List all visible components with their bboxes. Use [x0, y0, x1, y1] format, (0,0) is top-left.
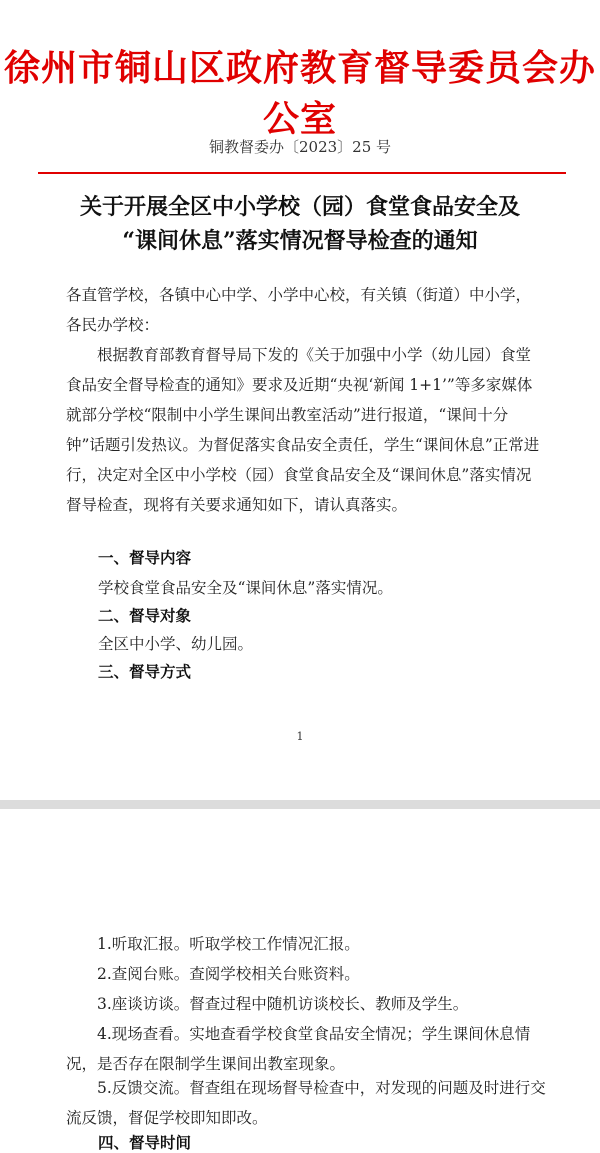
intro-paragraph: 根据教育部教育督导局下发的《关于加强中小学（幼儿园）食堂食品安全督导检查的通知》要求及近期“央视‘新闻 1+1’”等多家媒体就部分学校“限制中小学生课间出教室活动”进行报道，“课间十分钟”话题引发热议。为督促落实食品安全责任，学生“课间休息”正常进行，决定对全区中小学校（园）食堂食品安全及“课间休息”落实情况督导检查，现将有关要求通知如下，请认真落实。	[66, 346, 540, 514]
addressees: 各直管学校，各镇中心中学、小学中心校，有关镇（街道）中小学，各民办学校：	[66, 286, 532, 334]
method-item-1: 1.听取汇报。听取学校工作情况汇报。	[97, 935, 360, 953]
section-2-text: 全区中小学、幼儿园。	[98, 635, 254, 653]
document-page-2	[0, 809, 600, 1153]
agency-header: 徐州市铜山区政府教育督导委员会办公室	[3, 47, 596, 140]
section-4-heading: 四、督导时间	[98, 1133, 192, 1152]
method-item-4: 4.现场查看。实地查看学校食堂食品安全情况；学生课间休息情况，是否存在限制学生课间出教室现象。	[66, 1025, 531, 1073]
section-1-heading: 一、督导内容	[98, 548, 192, 567]
document-number: 铜教督委办〔2023〕25 号	[208, 138, 392, 156]
method-item-3: 3.座谈访谈。督查过程中随机访谈校长、教师及学生。	[97, 995, 469, 1013]
notice-title	[0, 190, 600, 258]
method-item-5: 5.反馈交流。督查组在现场督导检查中，对发现的问题及时进行交流反馈，督促学校即知即改。	[66, 1079, 546, 1127]
page-number: 1	[296, 730, 304, 743]
notice-title-line-1: 关于开展全区中小学校（园）食堂食品安全及	[79, 194, 520, 220]
section-2-heading: 二、督导对象	[98, 606, 192, 625]
page-separator	[0, 800, 600, 809]
method-item-2: 2.查阅台账。查阅学校相关台账资料。	[97, 965, 360, 983]
section-1-text: 学校食堂食品安全及“课间休息”落实情况。	[98, 579, 393, 597]
notice-title-line-2: “课间休息”落实情况督导检查的通知	[122, 228, 478, 254]
red-divider-line	[38, 172, 566, 174]
section-3-heading: 三、督导方式	[98, 662, 192, 681]
